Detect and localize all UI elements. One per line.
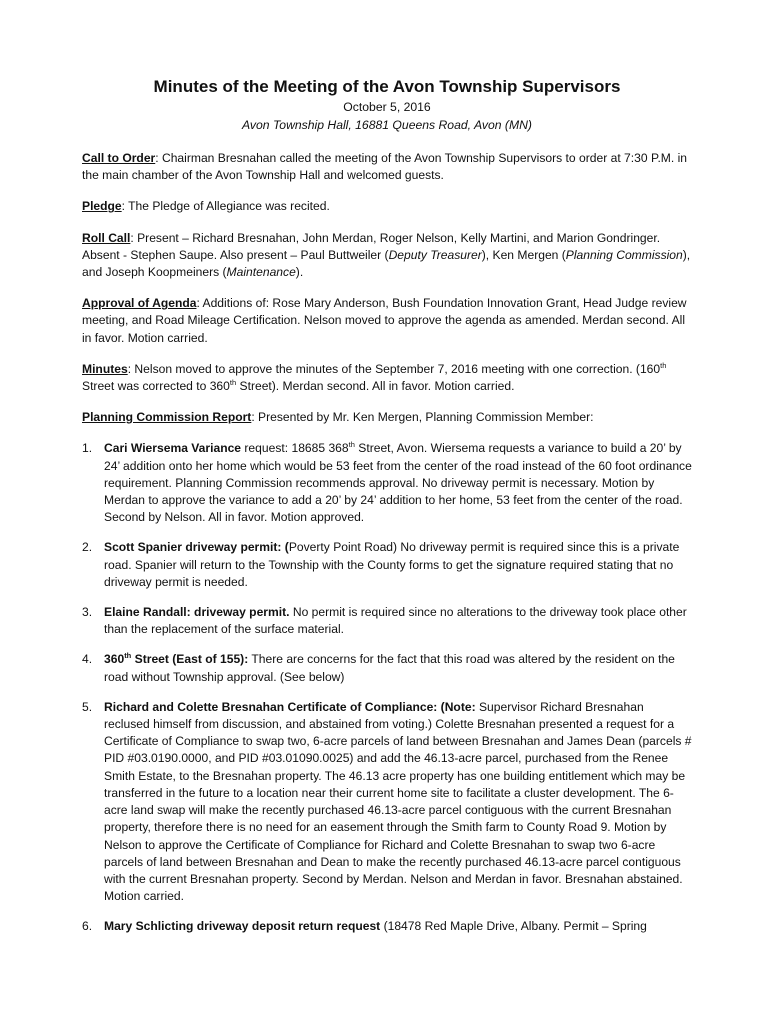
planning-text: : Presented by Mr. Ken Mergen, Planning Commission Member: [251,410,594,425]
item-text-2: Street, Avon. Wiersema requests a variance to build a 20’ by 24’ addition onto her home which would be 53 feet from the center of the road instead of the 60 foot ordinance requirement. Planning Commission recommends approval. No driveway permit is necessary. Motion by Merdan to approve the variance to add a 20’ by 24’ addition to her home, 53 feet from the center of the road. Second by Nelson. All in favor. Motion approved. [104,441,692,525]
planning-paragraph [82,409,692,426]
minutes-sup-1: th [660,360,667,370]
item-sup: th [348,440,355,450]
roll-call-role-2: Planning Commission [565,247,683,262]
call-to-order-text: : Chairman Bresnahan called the meeting of the Avon Township Supervisors to order at 7:30 P.M. in the main chamber of the Avon Township Hall and welcomed guests. [82,151,688,183]
item-number: 4. [82,652,93,667]
item-text-1: There are concerns for the fact that this road was altered by the resident on the road without Township approval. (See below) [104,652,675,684]
item-text-1: request: 18685 368 [241,441,349,456]
approval-heading: Approval of Agenda [82,296,197,311]
item-number: 3. [82,605,93,620]
call-to-order-paragraph [82,150,692,184]
minutes-text-2: Street was corrected to 360 [82,379,230,394]
roll-call-text-4: ). [295,265,304,280]
roll-call-text-1: : Present – Richard Bresnahan, John Merdan, Roger Nelson, Kelly Martini, and Marion Gondringer. Absent - Stephen Saupe. Also present – Paul Buttweiler ( [82,230,661,262]
document-page [82,76,692,936]
item-text-1: Poverty Point Road) No driveway permit is required since this is a private road. Spanier will return to the Township with the County forms to get the signature required stating that no driveway permit is needed. [104,540,680,589]
page-title: Minutes of the Meeting of the Avon Township Supervisors [153,77,621,96]
meeting-date: October 5, 2016 [343,100,431,114]
call-to-order-heading: Call to Order [82,151,156,165]
item-sup: th [124,651,132,661]
roll-call-paragraph [82,230,692,282]
roll-call-text-3: ), and Joseph Koopmeiners ( [82,247,691,280]
item-title-2: Street (East of 155): [131,652,249,667]
meeting-location: Avon Township Hall, 16881 Queens Road, Avon (MN) [242,118,532,132]
approval-paragraph [82,295,692,347]
item-title: Scott Spanier driveway permit: ( [104,540,289,555]
item-number: 5. [82,699,93,714]
item-text-1: No permit is required since no alterations to the driveway took place other than the replacement of the surface material. [104,605,687,637]
list-item [82,699,692,905]
minutes-text-3: Street). Merdan second. All in favor. Motion carried. [236,379,515,394]
item-title-1: 360 [104,652,125,667]
minutes-text-1: : Nelson moved to approve the minutes of the September 7, 2016 meeting with one correction. (160 [127,361,661,376]
item-text-1: Supervisor Richard Bresnahan reclused himself from discussion, and abstained from voting.) Colette Bresnahan presented a request for a Certificate of Compliance to swap two, 6-acre parcels of land between Bresnahan and James Dean (parcels # PID #03.0190.0000, and PID #03.01090.0025) and add the 46.13-acre parcel, purchased from the Renee Smith Estate, to the Bresnahan property. The 46.13 acre property has one building entitlement which may be transferred in the future to a location near their current home site to facilitate a cluster development. The 6-acre land swap will make the recently purchased 46.13-acre parcel contiguous with the current Bresnahan property, therefore there is no need for an easement through the Smith farm to County Road 9. Motion by Nelson to approve the Certificate of Compliance for Richard and Colette Bresnahan to swap two 6-acre parcels of land between Bresnahan and Dean to make the recently purchased 46.13-acre parcel contiguous with the current Bresnahan property. Second by Merdan. Nelson and Merdan in favor. Bresnahan abstained. Motion carried. [104,699,692,904]
item-number: 1. [82,441,93,456]
pledge-heading: Pledge [82,199,122,214]
planning-items-list [82,440,692,935]
approval-text: : Additions of: Rose Mary Anderson, Bush Foundation Innovation Grant, Head Judge review meeting, and Road Mileage Certification. Nelson moved to approve the agenda as amended. Merdan second. All in favor. Motion carried. [82,296,687,345]
roll-call-text-2: ), Ken Mergen ( [481,247,566,262]
item-title: Cari Wiersema Variance [104,441,242,456]
pledge-text: : The Pledge of Allegiance was recited. [121,199,330,214]
item-number: 2. [82,540,93,555]
item-title: Mary Schlicting driveway deposit return request [104,919,381,934]
list-item [82,604,692,638]
roll-call-role-1: Deputy Treasurer [388,247,482,262]
item-number: 6. [82,919,93,934]
item-title: Elaine Randall: driveway permit. [104,605,290,620]
roll-call-role-3: Maintenance [226,265,296,280]
list-item [82,651,692,685]
list-item [82,539,692,591]
item-title: Richard and Colette Bresnahan Certificate of Compliance: (Note: [104,699,476,714]
roll-call-heading: Roll Call [82,230,131,245]
minutes-heading: Minutes [82,361,128,376]
minutes-sup-2: th [229,378,237,388]
pledge-paragraph [82,198,692,215]
list-item [82,918,692,935]
list-item [82,440,692,526]
minutes-paragraph [82,361,692,395]
planning-heading: Planning Commission Report [82,410,252,425]
item-text-1: (18478 Red Maple Drive, Albany. Permit – Spring [380,919,647,934]
